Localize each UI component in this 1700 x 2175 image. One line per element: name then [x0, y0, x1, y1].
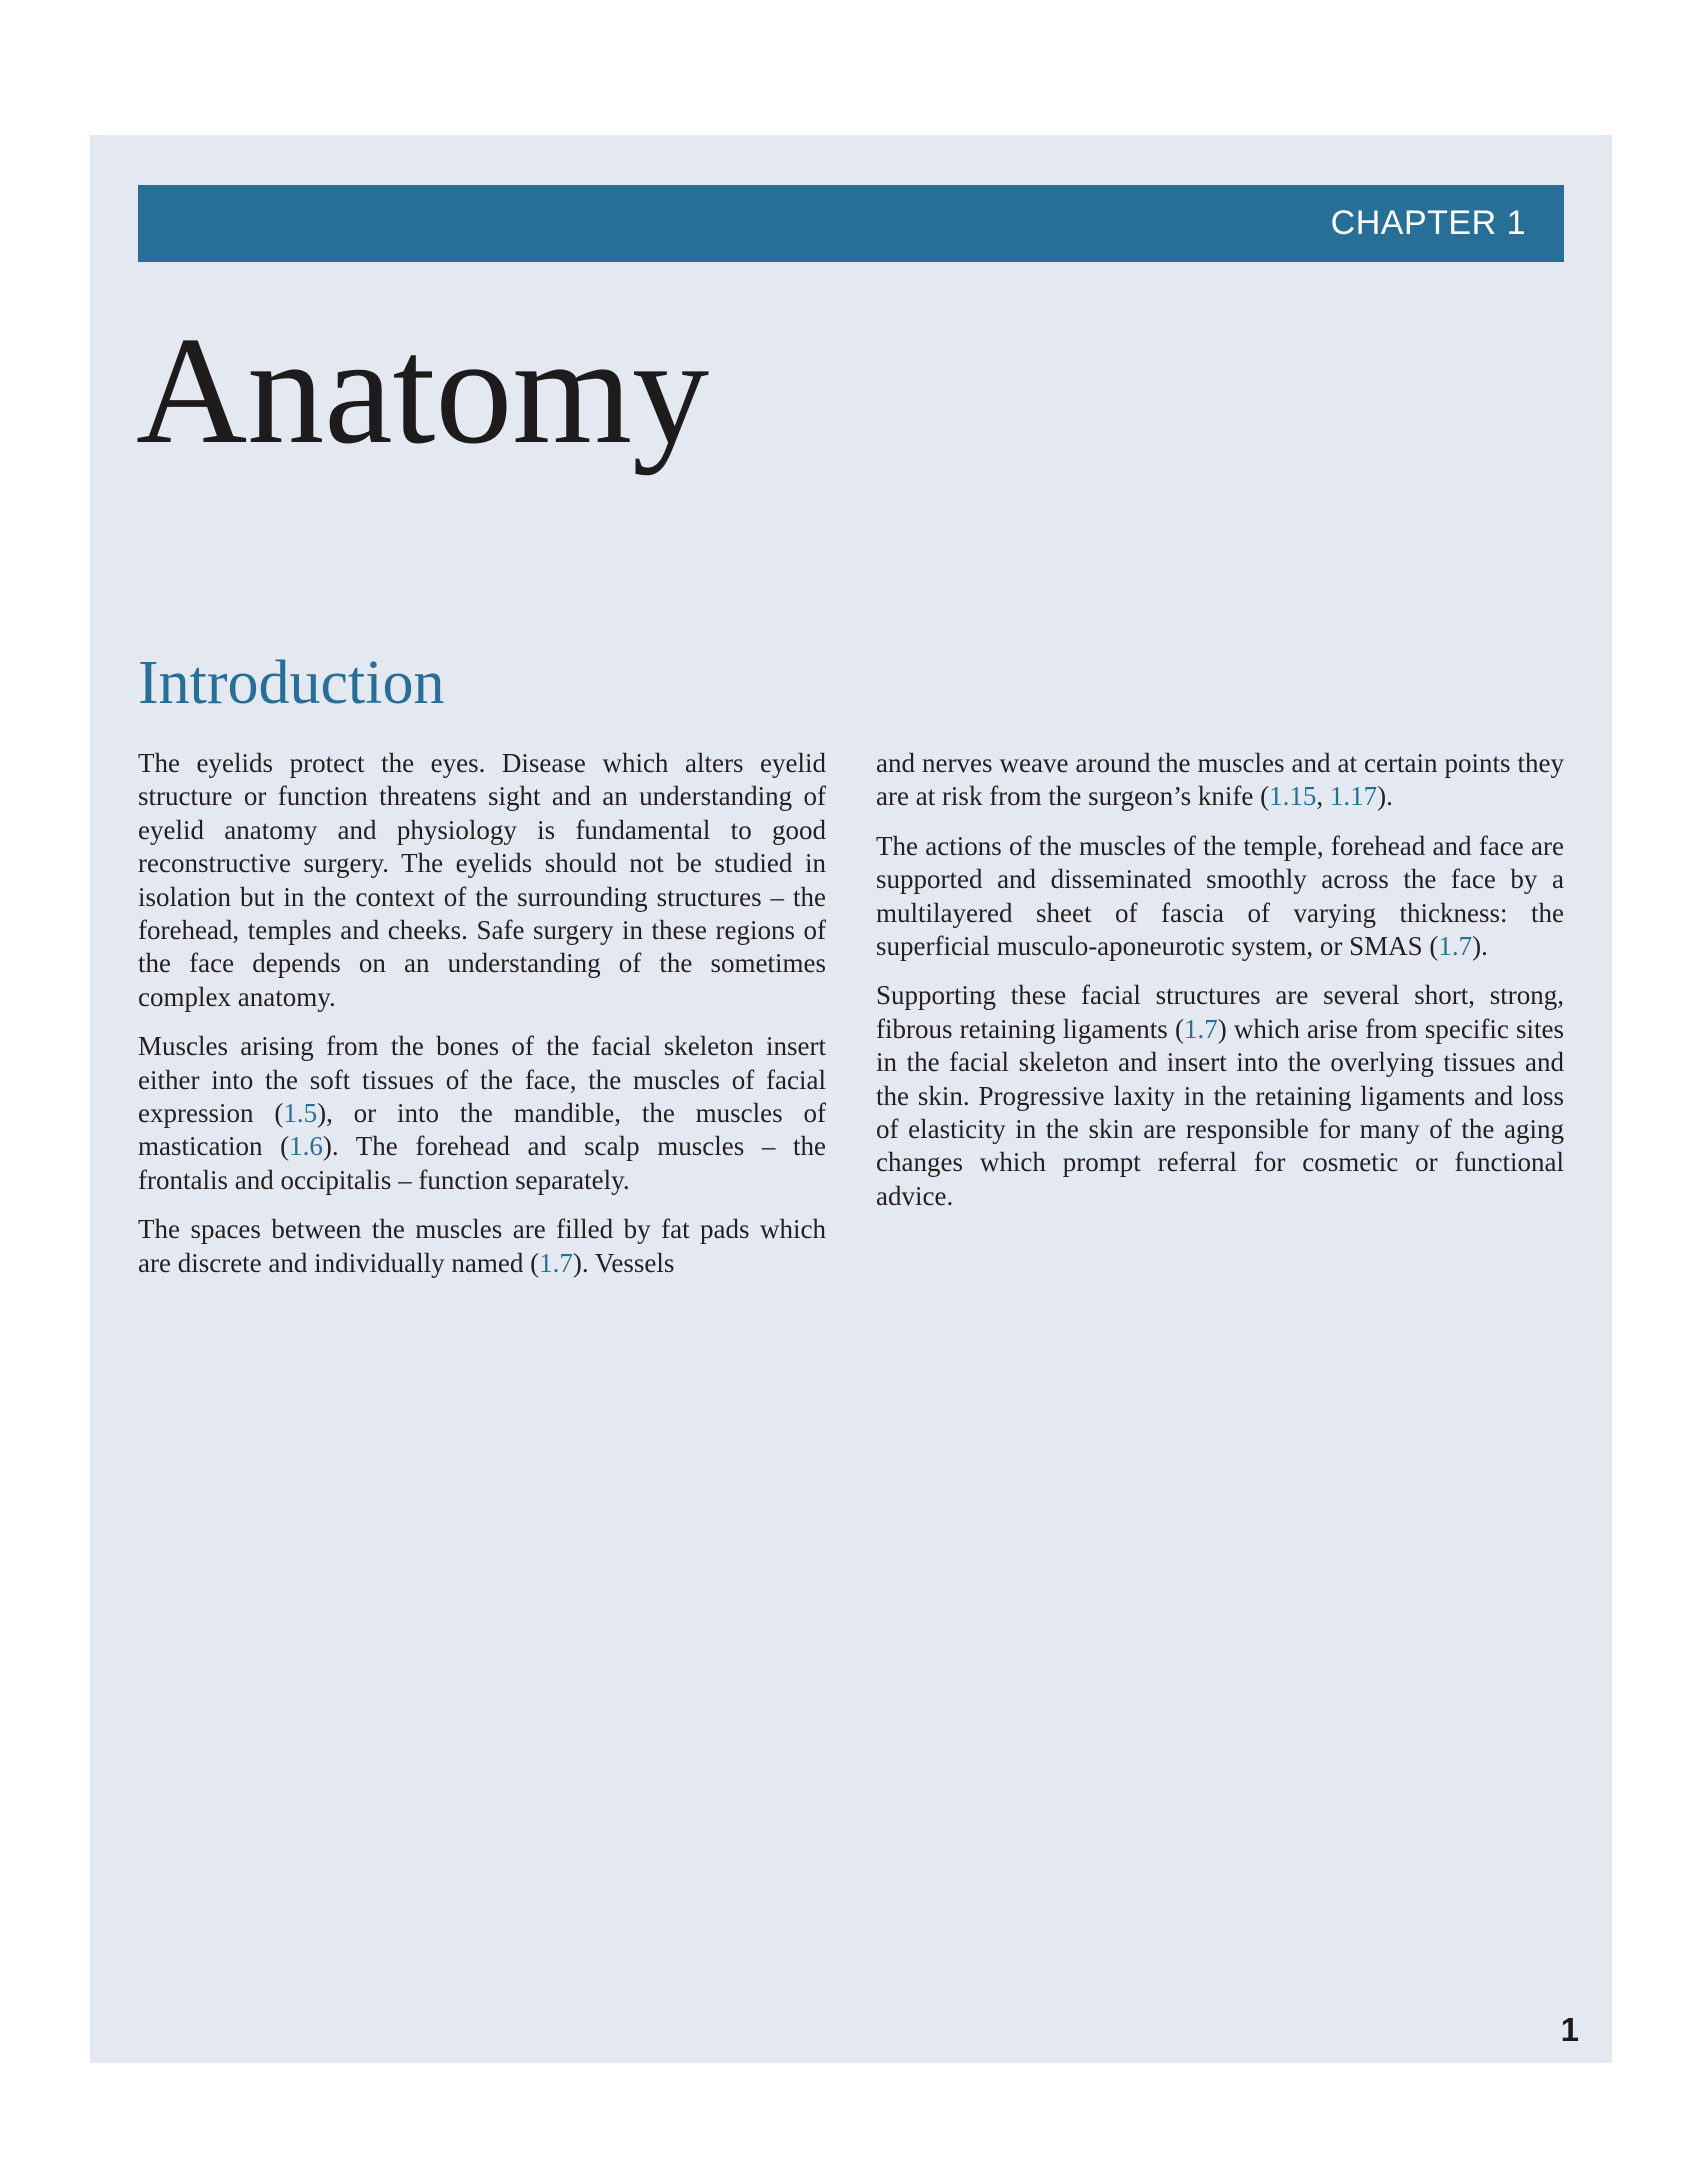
figure-ref-link[interactable]: 1.7: [1183, 1013, 1218, 1044]
text-run: ) which arise from specific sites in the facial skeleton and insert into the overlying tissues and the skin. Progressive laxity in the retaining ligaments and loss of elasticity in the skin are responsible for many of the aging changes which prompt referral for cosmetic or functional advice.: [876, 1013, 1564, 1211]
text-run: Muscles arising from the bones of the facial skeleton insert either into the soft tissues of the face, the muscles of facial expression (: [138, 1031, 826, 1129]
text-run: Supporting these facial structures are several short, strong, fibrous retaining ligaments (: [876, 980, 1564, 1044]
right-column: [876, 747, 1564, 1229]
figure-ref-link[interactable]: 1.17: [1329, 781, 1378, 812]
text-run: ).: [1472, 931, 1488, 962]
text-run: and nerves weave around the muscles and at certain points they are at risk from the surgeon’s knife (: [876, 748, 1564, 812]
chapter-banner: [138, 185, 1564, 262]
figure-ref-link[interactable]: 1.7: [1438, 931, 1473, 962]
page-number: 1: [1560, 2011, 1579, 2048]
figure-ref-link[interactable]: 1.6: [289, 1131, 323, 1162]
text-run: ).: [1377, 781, 1393, 812]
text-run: ,: [1316, 781, 1330, 812]
figure-ref-link[interactable]: 1.15: [1269, 781, 1317, 812]
paragraph-smas: [876, 830, 1564, 964]
text-run: ), or into the mandible, the muscles of mastication (: [138, 1098, 826, 1162]
left-column: [138, 747, 826, 1296]
paragraph-nerves: [876, 747, 1564, 814]
paragraph-muscles: [138, 1030, 826, 1197]
chapter-title: Anatomy: [136, 306, 710, 476]
paragraph-ligaments: [876, 979, 1564, 1213]
page-panel: [90, 135, 1612, 2063]
text-run: ). The forehead and scalp muscles – the frontalis and occipitalis – function separately.: [138, 1131, 826, 1195]
text-run: ). Vessels: [572, 1247, 675, 1278]
figure-ref-link[interactable]: 1.5: [283, 1098, 318, 1129]
figure-ref-link[interactable]: 1.7: [539, 1247, 573, 1278]
section-heading: Introduction: [138, 649, 445, 717]
text-run: The spaces between the muscles are filled by fat pads which are discrete and individually named (: [138, 1214, 826, 1278]
text-run: The actions of the muscles of the temple, forehead and face are supported and disseminated smoothly across the face by a multilayered sheet of fascia of varying thickness: the superficial musculo-aponeurotic system, or SMAS (: [876, 830, 1564, 962]
chapter-label: CHAPTER 1: [1330, 204, 1526, 242]
paragraph-intro: The eyelids protect the eyes. Disease which alters eyelid structure or function threatens sight and an understanding of eyelid anatomy and physiology is fundamental to good reconstructive surgery. The eyelids should not be studied in isolation but in the context of the surrounding structures – the forehead, temples and cheeks. Safe surgery in these regions of the face depends on an understanding of the sometimes complex anatomy.: [138, 748, 826, 1012]
paragraph-fat-pads: [138, 1213, 826, 1280]
